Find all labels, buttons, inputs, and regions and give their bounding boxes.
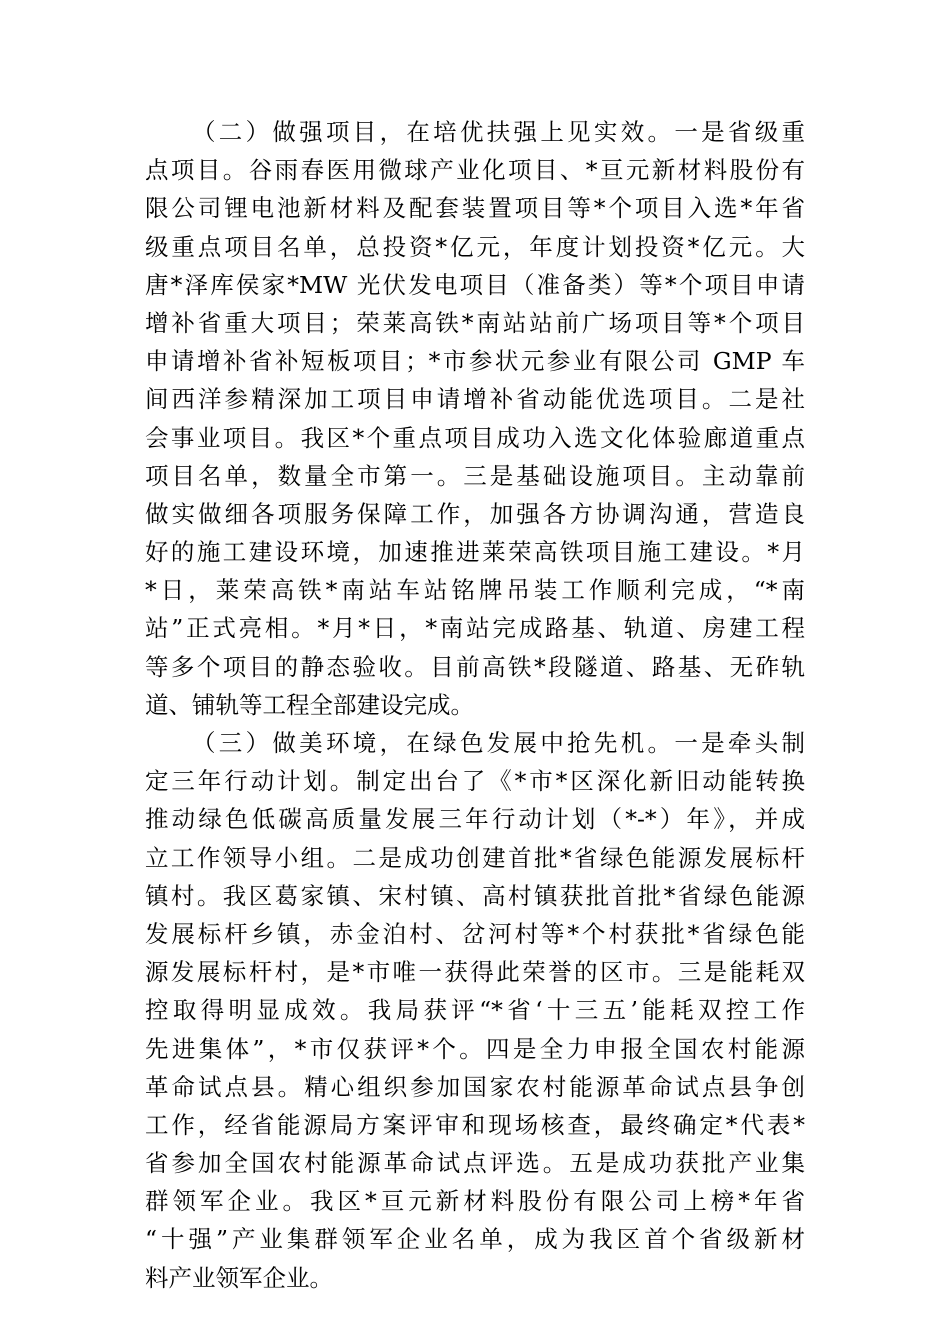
text-line: 革命试点县。精心组织参加国家农村能源革命试点县争创 xyxy=(145,1072,805,1101)
text-line: 推动绿色低碳高质量发展三年行动计划（*-*）年》，并成 xyxy=(145,805,805,834)
text-line: 工作，经省能源局方案评审和现场核查，最终确定*代表* xyxy=(145,1110,805,1139)
paragraph-environment xyxy=(145,724,805,1297)
text-line: （三）做美环境，在绿色发展中抢先机。一是牵头制 xyxy=(192,729,805,757)
text-line: 唐*泽库侯家*MW 光伏发电项目（准备类）等*个项目申请 xyxy=(145,270,805,299)
text-line: 做实做细各项服务保障工作，加强各方协调沟通，营造良 xyxy=(145,499,805,528)
text-line: 群领军企业。我区*亘元新材料股份有限公司上榜*年省 xyxy=(145,1187,805,1216)
text-line: “十强”产业集群领军企业名单，成为我区首个省级新材 xyxy=(145,1225,805,1254)
text-line: 申请增补省补短板项目；*市参状元参业有限公司 GMP 车 xyxy=(145,347,805,376)
document-body xyxy=(145,113,805,1297)
text-line: 限公司锂电池新材料及配套装置项目等*个项目入选*年省 xyxy=(145,194,805,223)
text-line: 道、铺轨等工程全部建设完成。 xyxy=(145,690,474,719)
text-line: 先进集体”，*市仅获评*个。四是全力申报全国农村能源 xyxy=(145,1034,805,1063)
text-line: （二）做强项目，在培优扶强上见实效。一是省级重 xyxy=(192,118,805,146)
text-line: 发展标杆乡镇，赤金泊村、岔河村等*个村获批*省绿色能 xyxy=(145,919,805,948)
text-line: 会事业项目。我区*个重点项目成功入选文化体验廊道重点 xyxy=(145,423,805,452)
text-line: 点项目。谷雨春医用微球产业化项目、*亘元新材料股份有 xyxy=(145,156,805,185)
text-line: 增补省重大项目；荣莱高铁*南站站前广场项目等*个项目 xyxy=(145,308,805,337)
text-line: 等多个项目的静态验收。目前高铁*段隧道、路基、无砟轨 xyxy=(145,652,805,681)
text-line: *日，莱荣高铁*南站车站铭牌吊装工作顺利完成，“*南 xyxy=(145,576,805,605)
text-line: 立工作领导小组。二是成功创建首批*省绿色能源发展标杆 xyxy=(145,843,805,872)
text-line: 站”正式亮相。*月*日，*南站完成路基、轨道、房建工程 xyxy=(145,614,805,643)
text-line: 料产业领军企业。 xyxy=(145,1263,333,1292)
text-line: 镇村。我区葛家镇、宋村镇、高村镇获批首批*省绿色能源 xyxy=(145,881,805,910)
text-line: 级重点项目名单，总投资*亿元，年度计划投资*亿元。大 xyxy=(145,232,805,261)
text-line: 定三年行动计划。制定出台了《*市*区深化新旧动能转换 xyxy=(145,767,805,796)
text-line: 省参加全国农村能源革命试点评选。五是成功获批产业集 xyxy=(145,1149,805,1178)
text-line: 项目名单，数量全市第一。三是基础设施项目。主动靠前 xyxy=(145,461,805,490)
text-line: 间西洋参精深加工项目申请增补省动能优选项目。二是社 xyxy=(145,385,805,414)
text-line: 控取得明显成效。我局获评“*省‘十三五’能耗双控工作 xyxy=(145,996,805,1025)
text-line: 好的施工建设环境，加速推进莱荣高铁项目施工建设。*月 xyxy=(145,538,805,567)
text-line: 源发展标杆村，是*市唯一获得此荣誉的区市。三是能耗双 xyxy=(145,958,805,987)
paragraph-projects xyxy=(145,113,805,724)
